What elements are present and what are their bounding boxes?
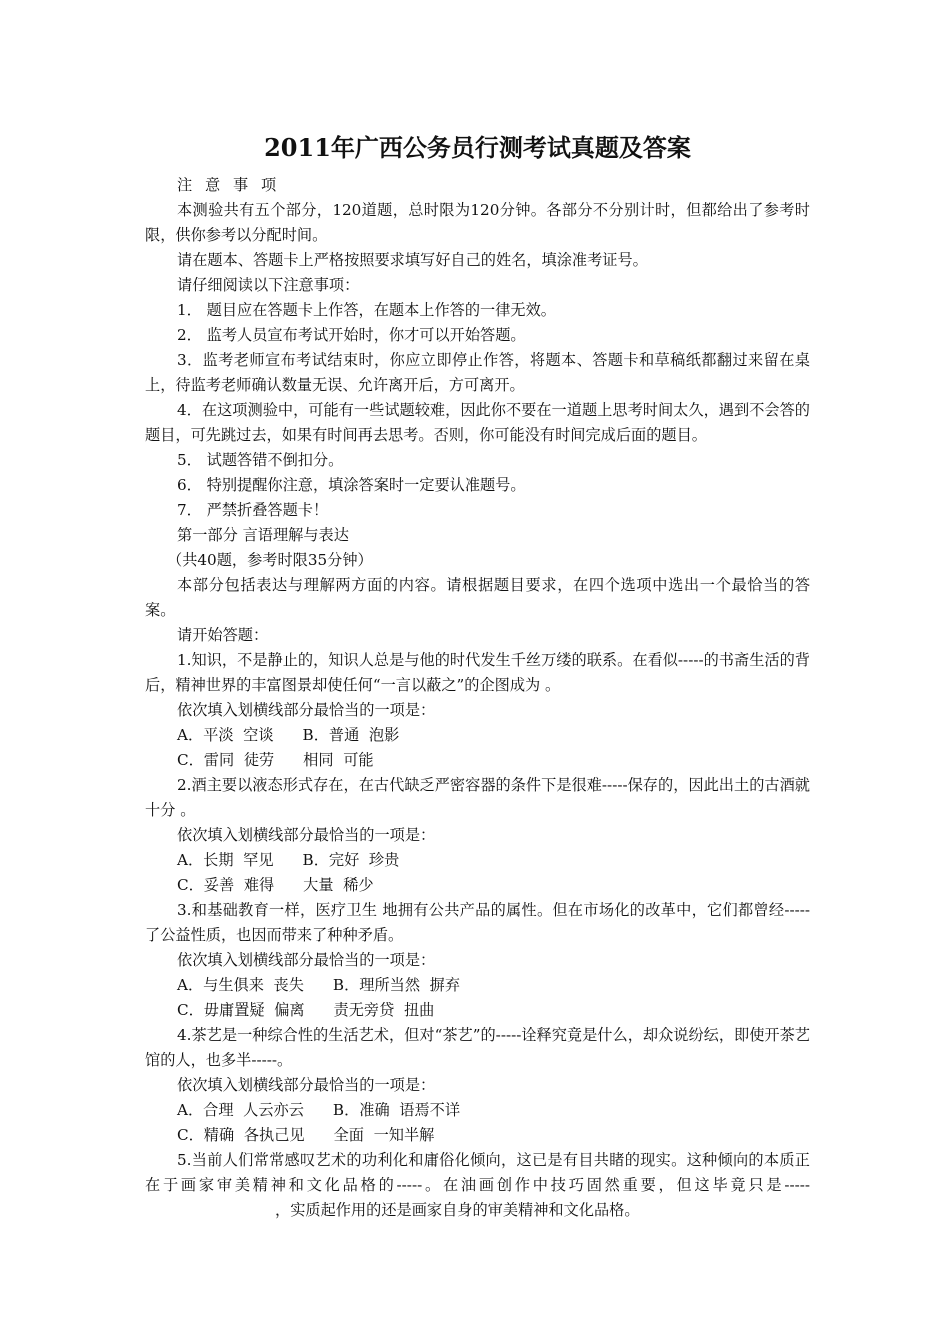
document-title: 2011年广西公务员行测考试真题及答案 (264, 133, 691, 162)
notice-item-7: 7． 严禁折叠答题卡！ (177, 501, 329, 519)
part1-subheading: （共40题，参考时限35分钟） (167, 551, 373, 569)
question-4-options-ab: A．合理 人云亦云 B．准确 语焉不详 (177, 1101, 461, 1119)
question-5-stem-part-b: ，实质起作用的还是画家自身的审美精神和文化品格。 (275, 1201, 640, 1219)
notice-fill-name: 请在题本、答题卡上严格按照要求填写好自己的姓名，填涂准考证号。 (177, 251, 648, 269)
part1-heading: 第一部分 言语理解与表达 (177, 526, 349, 544)
question-3-prompt: 依次填入划横线部分最恰当的一项是： (177, 951, 436, 969)
question-2-options-ab: A．长期 罕见 B．完好 珍贵 (177, 851, 400, 869)
notice-item-3: 3．监考老师宣布考试结束时，你应立即停止作答，将题本、答题卡和草稿纸都翻过来留在桌上，待监考老师确认数量无误、允许离开后，方可离开。 (145, 351, 810, 394)
question-3-stem: 3.和基础教育一样，医疗卫生 地拥有公共产品的属性。但在市场化的改革中，它们都曾经-----了公益性质，也因而带来了种种矛盾。 (145, 901, 810, 944)
question-1-prompt: 依次填入划横线部分最恰当的一项是： (177, 701, 436, 719)
part1-description: 本部分包括表达与理解两方面的内容。请根据题目要求，在四个选项中选出一个最恰当的答案。 (145, 576, 810, 619)
question-1-options-ab: A．平淡 空谈 B．普通 泡影 (177, 726, 400, 744)
part1-start: 请开始答题： (177, 626, 269, 644)
question-4-prompt: 依次填入划横线部分最恰当的一项是： (177, 1076, 436, 1094)
question-4-stem: 4.茶艺是一种综合性的生活艺术，但对“茶艺”的-----诠释究竟是什么，却众说纷纭，即使开茶艺馆的人，也多半-----。 (145, 1026, 810, 1069)
question-2-stem: 2.酒主要以液态形式存在，在古代缺乏严密容器的条件下是很难-----保存的，因此出土的古酒就十分 。 (145, 776, 810, 819)
question-2-options-cd: C．妥善 难得 大量 稀少 (177, 876, 374, 894)
question-4-options-cd: C．精确 各执己见 全面 一知半解 (177, 1126, 435, 1144)
question-5-stem (145, 1148, 810, 1223)
question-1-stem: 1.知识，不是静止的，知识人总是与他的时代发生千丝万缕的联系。在看似-----的书斋生活的背后，精神世界的丰富图景却使任何“一言以蔽之”的企图成为 。 (145, 651, 810, 694)
question-3-options-ab: A．与生俱来 丧失 B．理所当然 摒弃 (177, 976, 461, 994)
notice-item-6: 6． 特别提醒你注意，填涂答案时一定要认准题号。 (177, 476, 526, 494)
notice-item-2: 2． 监考人员宣布考试开始时，你才可以开始答题。 (177, 326, 526, 344)
notice-item-1: 1． 题目应在答题卡上作答，在题本上作答的一律无效。 (177, 301, 556, 319)
document-page (145, 128, 810, 1223)
notice-item-5: 5． 试题答错不倒扣分。 (177, 451, 344, 469)
question-3-options-cd: C．毋庸置疑 偏离 责无旁贷 扭曲 (177, 1001, 435, 1019)
notice-read-carefully: 请仔细阅读以下注意事项： (177, 276, 360, 294)
question-1-options-cd: C．雷同 徒劳 相同 可能 (177, 751, 374, 769)
notice-heading: 注 意 事 项 (177, 176, 281, 194)
question-2-prompt: 依次填入划横线部分最恰当的一项是： (177, 826, 436, 844)
question-5-stem-part-a: 5.当前人们常常感叹艺术的功利化和庸俗化倾向，这已是有目共睹的现实。这种倾向的本质正在于画家审美精神和文化品格的-----。在油画创作中技巧固然重要，但这毕竟只是----- (145, 1151, 810, 1194)
notice-item-4: 4．在这项测验中，可能有一些试题较难，因此你不要在一道题上思考时间太久，遇到不会答的题目，可先跳过去，如果有时间再去思考。否则，你可能没有时间完成后面的题目。 (145, 401, 810, 444)
notice-intro: 本测验共有五个部分，120道题，总时限为120分钟。各部分不分别计时，但都给出了参考时限，供你参考以分配时间。 (145, 201, 810, 244)
